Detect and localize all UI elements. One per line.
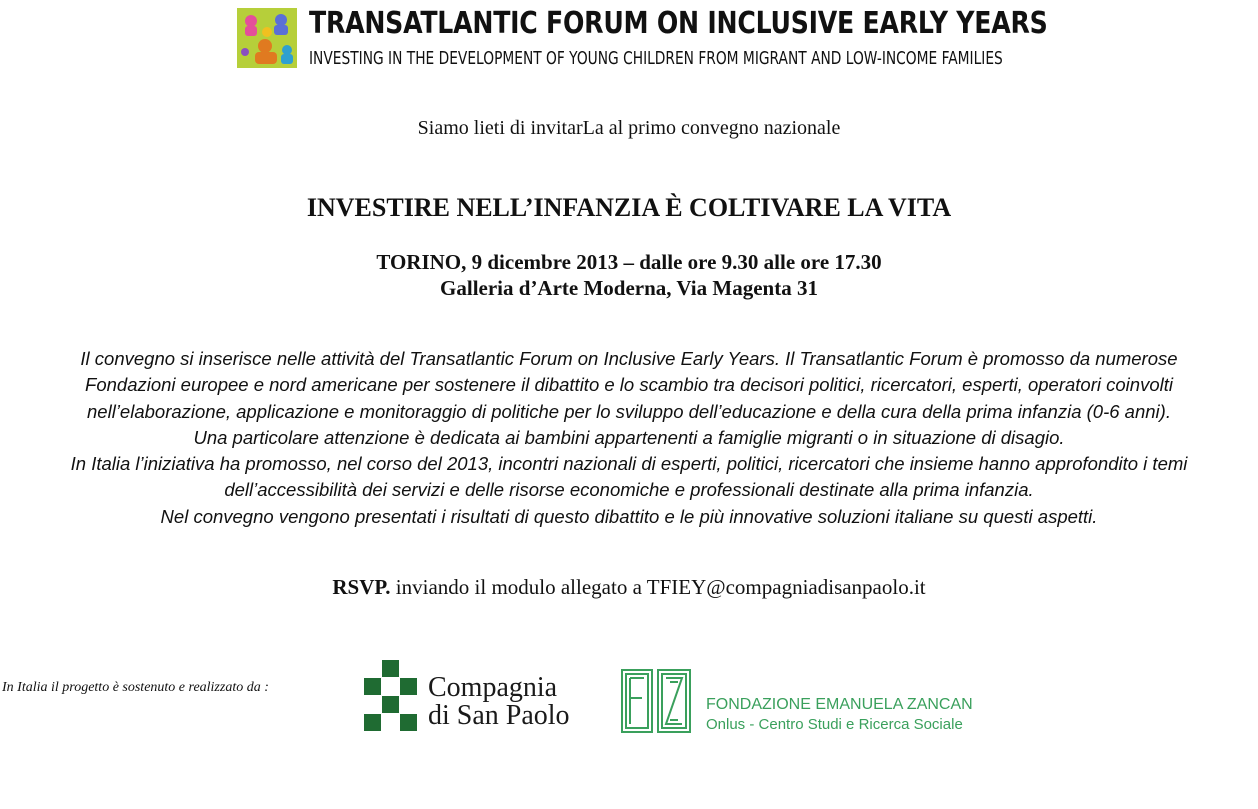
conference-title: INVESTIRE NELL’INFANZIA È COLTIVARE LA VITA [306,193,952,222]
zancan-subtitle: Onlus - Centro Studi e Ricerca Sociale [706,716,963,733]
forum-title: TRANSATLANTIC FORUM ON INCLUSIVE EARLY YEARS [309,6,1048,41]
compagnia-line1: Compagnia [428,672,558,703]
compagnia-san-paolo-logo [364,660,574,732]
forum-subtitle: INVESTING IN THE DEVELOPMENT OF YOUNG CHILDREN FROM MIGRANT AND LOW-INCOME FAMILIES [309,48,1003,69]
description [0,346,1258,530]
zancan-name: FONDAZIONE EMANUELA ZANCAN [706,696,973,713]
description-line: nell’elaborazione, applicazione e monitoraggio di politiche per lo sviluppo dell’educazione e della cura della prima infanzia (0-6 anni). [87,400,1171,422]
rsvp-email-text: inviando il modulo allegato a TFIEY@compagniadisanpaolo.it [390,575,926,599]
event-venue: Galleria d’Arte Moderna, Via Magenta 31 [440,276,818,300]
compagnia-line2: di San Paolo [428,700,570,731]
description-line: Nel convegno vengono presentati i risultati di questo dibattito e le più innovative soluzioni italiane su questi aspetti. [160,505,1098,527]
rsvp-line [0,575,1258,600]
compagnia-name [428,674,570,730]
description-line: Una particolare attenzione è dedicata ai bambini appartenenti a famiglie migranti o in situazione di disagio. [193,426,1065,448]
description-line: dell’accessibilità dei servizi e delle risorse economiche e professionali destinate alla prima infanzia. [224,479,1034,501]
description-line: Il convegno si inserisce nelle attività del Transatlantic Forum on Inclusive Early Years. Il Transatlantic Forum è promosso da numerose [80,348,1178,369]
checkerboard-icon [364,660,418,732]
fz-monogram-icon [620,668,692,734]
description-line: Fondazioni europee e nord americane per sostenere il dibattito e lo scambio tra decisori politici, ricercatori, esperti, operatori coinvolti [85,374,1173,396]
description-line: In Italia l’iniziativa ha promosso, nel corso del 2013, incontri nazionali di esperti, politici, ricercatori che insieme hanno approfondito i temi [70,453,1188,475]
invitation-text: Siamo lieti di invitarLa al primo convegno nazionale [417,117,841,139]
forum-header [237,6,1048,69]
event-date: TORINO, 9 dicembre 2013 – dalle ore 9.30 alle ore 17.30 [376,250,882,274]
support-note: In Italia il progetto è sostenuto e realizzato da : [2,680,269,695]
puzzle-children-logo [237,8,297,68]
fondazione-zancan-logo [620,668,1000,738]
rsvp-label: RSVP. [332,575,391,599]
zancan-text [706,696,973,733]
